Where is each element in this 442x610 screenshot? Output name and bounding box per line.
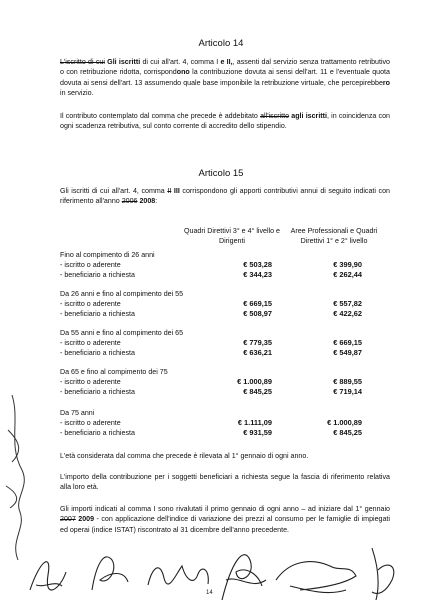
article-14-paragraph-2: Il contributo contemplato dal comma che precede è addebitato all'iscritto agli iscritti, in coincidenza con ogni scadenza retributiva, sul conto corrente di accredito dello stipendio.	[60, 112, 390, 131]
age-rule-paragraph: L'età considerata dal comma che precede è rilevata al 1° gennaio di ogni anno.	[60, 452, 309, 460]
row-label: - beneficiario a richiesta	[60, 388, 135, 396]
amount-col1: € 344,23	[243, 270, 272, 279]
amount-col2: € 719,14	[333, 387, 362, 396]
row-label: - iscritto o aderente	[60, 261, 121, 269]
age-band-label: Da 55 anni e fino al compimento dei 65	[60, 329, 184, 337]
signature-4	[222, 555, 266, 600]
amount-col1: € 669,15	[243, 299, 272, 308]
signature-3	[148, 566, 208, 585]
signature-5	[276, 562, 356, 593]
row-label: - beneficiario a richiesta	[60, 429, 135, 437]
inserted-text: Gli iscritti	[107, 58, 141, 66]
row-label: - beneficiario a richiesta	[60, 271, 135, 279]
signature-2	[92, 557, 128, 590]
amount-col2: € 549,87	[333, 348, 362, 357]
amount-col1: € 636,21	[243, 348, 272, 357]
amount-col2: € 262,44	[333, 270, 362, 279]
amount-col2: € 399,90	[333, 260, 362, 269]
signature-1	[30, 562, 66, 590]
page-number: 14	[206, 590, 213, 596]
age-band-label: Da 26 anni e fino al compimento dei 55	[60, 290, 184, 298]
revaluation-paragraph: Gli importi indicati al comma I sono rivalutati il primo gennaio di ogni anno – ad iniziare dal 1° gennaio 2007 2009 - con applicazione dell'indice di variazione dei prezzi al consumo per le famiglie di impiegati ed operai (indice ISTAT) riscontrato al 31 dicembre dell'anno precedente.	[60, 505, 390, 534]
amount-col1: € 1.111,09	[237, 418, 272, 427]
age-band-label: Da 75 anni	[60, 409, 95, 417]
row-label: - iscritto o aderente	[60, 300, 121, 308]
beneficiary-fascia-paragraph: L'importo della contribuzione per i soggetti beneficiari a richiesta segue la fascia di riferimento relativa alla loro età.	[60, 473, 390, 492]
amount-col2: € 845,25	[333, 428, 362, 437]
row-label: - iscritto o aderente	[60, 419, 121, 427]
amount-col2: € 669,15	[333, 338, 362, 347]
row-label: - beneficiario a richiesta	[60, 310, 135, 318]
amount-col1: € 779,35	[243, 338, 272, 347]
row-label: - beneficiario a richiesta	[60, 349, 135, 357]
amount-col1: € 931,59	[243, 428, 272, 437]
age-band-label: Fino al compimento di 26 anni	[60, 251, 155, 259]
article-15-title: Articolo 15	[198, 168, 244, 179]
article-15-intro: Gli iscritti di cui all'art. 4, comma II III corrispondono gli apporti contributivi annui di seguito indicati con riferimento all'anno 2006 2008:	[60, 187, 390, 206]
amount-col2: € 422,62	[333, 309, 362, 318]
amount-col1: € 508,97	[243, 309, 272, 318]
amount-col2: € 889,55	[333, 377, 362, 386]
article-14-paragraph-1: L'iscritto di cui Gli iscritti di cui all'art. 4, comma I e II,, assenti dal servizio senza trattamento retributivo o con retribuzione ridotta, corrispondono la contribuzione dovuta ai sensi dell'art. 11 e l'eventuale quota dovuta ai sensi dell'art. 13 assumendo quale base imponibile la retribuzione virtuale, che percepirebbero in servizio.	[60, 58, 391, 98]
margin-signature-left	[6, 395, 24, 560]
article-14-title: Articolo 14	[198, 38, 244, 49]
struck-text: L'iscritto di cui	[60, 58, 105, 66]
amount-col2: € 557,82	[333, 299, 362, 308]
column-header-aree-professionali: Aree Professionali e Quadri Direttivi 1° e 2° livello	[290, 227, 378, 245]
amount-col2: € 1.000,89	[327, 418, 362, 427]
inserted-text: agli iscritti	[291, 112, 327, 120]
column-header-quadri-direttivi: Quadri Direttivi 3° e 4° livello e Dirigenti	[184, 227, 280, 245]
row-label: - iscritto o aderente	[60, 378, 121, 386]
row-label: - iscritto o aderente	[60, 339, 121, 347]
age-band-label: Da 65 e fino al compimento dei 75	[60, 368, 168, 376]
amount-col1: € 503,28	[243, 260, 272, 269]
amount-col1: € 845,25	[243, 387, 272, 396]
struck-text: all'iscritto	[260, 112, 290, 120]
amount-col1: € 1.000,89	[237, 377, 272, 386]
signature-6	[372, 548, 394, 600]
